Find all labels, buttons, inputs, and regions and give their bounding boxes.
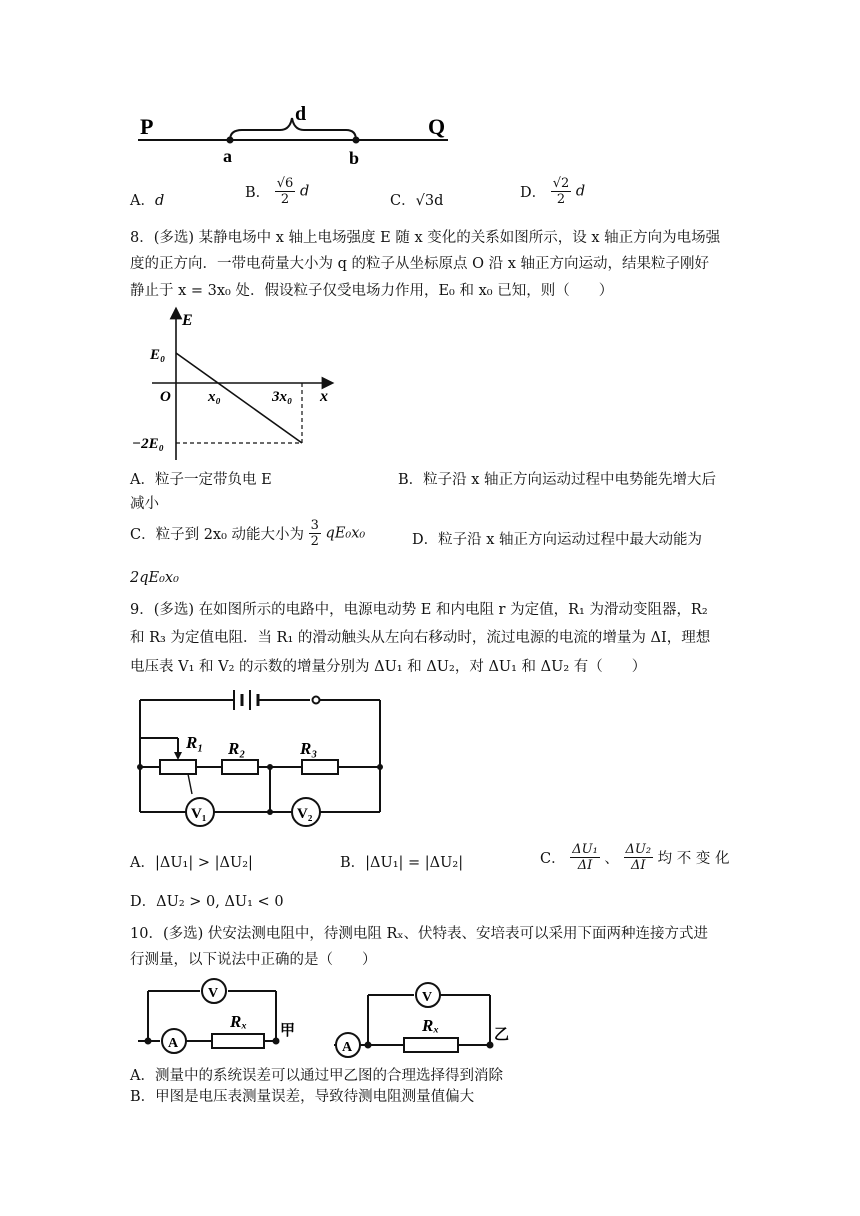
q8-line-1: 8．(多选) 某静电场中 x 轴上电场强度 E 随 x 变化的关系如图所示，设 x 轴正方向为电场强 [130, 230, 721, 246]
q9-option-a: A．|ΔU₁| > |ΔU₂| [130, 855, 253, 871]
q9-line-1: 9．(多选) 在如图所示的电路中，电源电动势 E 和内电阻 r 为定值，R₁ 为滑动变阻器，R₂ [130, 602, 708, 618]
yi-ammeter-label: A [342, 1040, 353, 1055]
q7-option-a: A．d [130, 193, 165, 209]
pq-line-figure [130, 96, 460, 168]
origin-label: O [160, 389, 171, 405]
q9-option-c: C． $\frac{\text{ΔU₁}}{\Delta I}$ 、 $\frac{\text{ΔU₂}}{\Delta I}$ 均 不 变 化 [540, 842, 730, 873]
3x0-label: 3x₀ [272, 389, 293, 405]
circuit-yi [330, 975, 510, 1060]
v2-label: V₂ [297, 806, 313, 822]
q8-option-b-line-1: B．粒子沿 x 轴正方向运动过程中电势能先增大后 [398, 472, 717, 488]
q8-option-b-line-2: 减小 [130, 496, 159, 512]
jia-label: 甲 [280, 1023, 296, 1039]
distance-d-label: d [295, 103, 307, 125]
yi-label: 乙 [494, 1027, 510, 1043]
q8-option-d-value: 2qE₀x₀ [130, 570, 179, 586]
q10-line-1: 10．(多选) 伏安法测电阻中，待测电阻 Rₓ、伏特表、安培表可以采用下面两种连接方式进 [130, 926, 709, 942]
point-p-label: P [140, 114, 154, 139]
r2-label: R₂ [228, 739, 246, 758]
point-b-label: b [349, 148, 360, 168]
yi-voltmeter-label: V [422, 990, 433, 1005]
q8-line-2: 度的正方向．一带电荷量大小为 q 的粒子从坐标原点 O 沿 x 轴正方向运动，结果粒子刚好 [130, 256, 709, 272]
q9-line-3: 电压表 V₁ 和 V₂ 的示数的增量分别为 ΔU₁ 和 ΔU₂，对 ΔU₁ 和 ΔU₂ 有（ ） [130, 659, 647, 675]
r1-label: R₁ [186, 733, 204, 752]
q7-option-b: B． $\frac{√6}{2}$ d [245, 176, 310, 207]
q9-option-d: D．ΔU₂ > 0, ΔU₁ < 0 [130, 894, 284, 910]
point-a-label: a [223, 146, 232, 166]
v1-label: V₁ [191, 806, 207, 822]
q8-option-d: D．粒子沿 x 轴正方向运动过程中最大动能为 [412, 532, 703, 548]
q8-option-c: C．粒子到 2x₀ 动能大小为 $\frac{3}{2}$ qE₀x₀ [130, 518, 366, 549]
x-axis-label: x [320, 388, 328, 405]
q7-option-d: D． $\frac{√2}{2}$ d [520, 176, 586, 207]
q8-option-a: A．粒子一定带负电 E [130, 472, 272, 488]
point-q-label: Q [428, 114, 446, 139]
jia-voltmeter-label: V [208, 986, 219, 1001]
jia-ammeter-label: A [168, 1036, 179, 1051]
circuit-jia [130, 975, 310, 1060]
e-axis-label: E [182, 312, 193, 329]
neg-2e0-label: −2E₀ [132, 436, 164, 452]
q9-circuit-diagram [130, 682, 392, 832]
q8-line-3: 静止于 x = 3x₀ 处．假设粒子仅受电场力作用，E₀ 和 x₀ 已知，则（ ） [130, 283, 614, 299]
q9-option-b: B．|ΔU₁| = |ΔU₂| [340, 855, 464, 871]
e0-label: E₀ [150, 347, 166, 363]
q10-option-a: A．测量中的系统误差可以通过甲乙图的合理选择得到消除 [130, 1068, 503, 1084]
x0-label: x₀ [208, 389, 221, 405]
q9-line-2: 和 R₃ 为定值电阻．当 R₁ 的滑动触头从左向右移动时，流过电源的电流的增量为 ΔI，理想 [130, 630, 711, 646]
q10-line-2: 行测量，以下说法中正确的是（ ） [130, 952, 377, 968]
jia-rx-label: Rₓ [230, 1012, 248, 1031]
q7-option-c: C．√3d [390, 193, 444, 209]
r3-label: R₃ [300, 739, 318, 758]
q10-option-b: B．甲图是电压表测量误差，导致待测电阻测量值偏大 [130, 1089, 475, 1105]
e-x-graph [130, 305, 340, 465]
yi-rx-label: Rₓ [422, 1016, 440, 1035]
